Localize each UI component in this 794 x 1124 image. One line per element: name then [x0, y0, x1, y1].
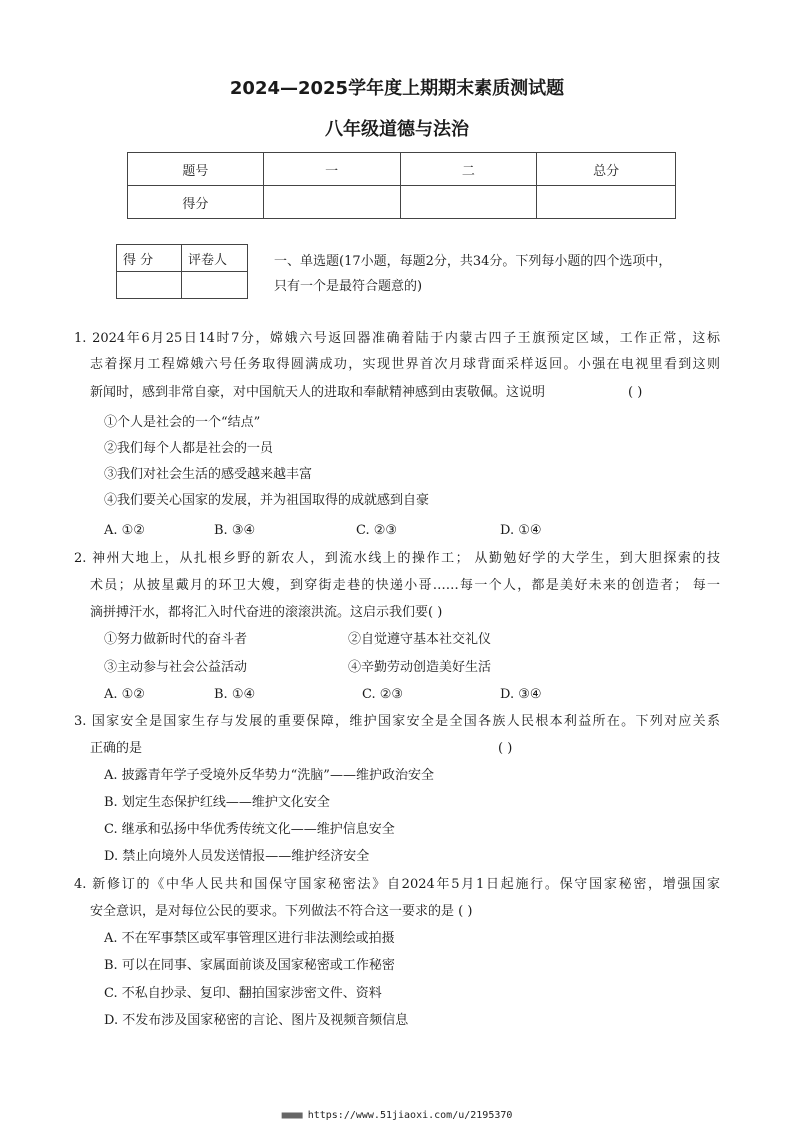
- option-d[interactable]: D. 不发布涉及国家秘密的言论、图片及视频音频信息: [104, 1013, 409, 1028]
- statement-item: ④辛勤劳动创造美好生活: [348, 660, 492, 675]
- option-d[interactable]: D. 禁止向境外人员发送情报——维护经济安全: [104, 849, 370, 864]
- option-b[interactable]: B. ①④: [214, 687, 256, 702]
- score-input-cell[interactable]: [400, 186, 537, 219]
- option-a[interactable]: A. ①②: [104, 687, 145, 702]
- score-table-score-row: [128, 186, 676, 219]
- statement-item: ②自觉遵守基本社交礼仪: [348, 632, 492, 647]
- question-stem-line: 2. 神州大地上，从扎根乡野的新农人，到流水线上的操作工； 从勤勉好学的大学生，到大胆探索的技: [74, 551, 720, 566]
- question-stem-line: 新闻时，感到非常自豪，对中国航天人的进取和奉献精神感到由衷敬佩。这说明: [90, 385, 546, 400]
- option-b[interactable]: B. ③④: [214, 523, 256, 538]
- exam-title: 2024—2025学年度上期期末素质测试题: [229, 78, 565, 99]
- statement-item: ④我们要关心国家的发展，并为祖国取得的成就感到自豪: [104, 493, 430, 508]
- score-table-cell: 一: [263, 153, 400, 186]
- score-input-cell[interactable]: [263, 186, 400, 219]
- section-heading-line: 只有一个是最符合题意的): [274, 279, 423, 294]
- statement-item: ①努力做新时代的奋斗者: [104, 632, 248, 647]
- score-table-cell: 总分: [537, 153, 676, 186]
- answer-parentheses[interactable]: ( ): [498, 741, 513, 756]
- option-b[interactable]: B. 划定生态保护红线——维护文化安全: [104, 795, 330, 810]
- option-a[interactable]: A. ①②: [104, 523, 145, 538]
- score-table-header-row: [128, 153, 676, 186]
- question-stem-line: 正确的是: [90, 741, 143, 756]
- question-stem-line: 术员；从披星戴月的环卫大嫂，到穿街走巷的快递小哥……每一个人，都是美好未来的创造者； 每一: [90, 578, 720, 593]
- question-stem-line: 4. 新修订的《中华人民共和国保守国家秘密法》自2024年5月1日起施行。保守国家秘密，增强国家: [74, 877, 720, 892]
- statement-item: ①个人是社会的一个“结点”: [104, 415, 261, 430]
- question-stem-line: 滴拼搏汗水，都将汇入时代奋进的滚滚洪流。这启示我们要( ): [90, 605, 443, 620]
- grader-name-label: 评卷人: [182, 245, 248, 272]
- score-table-cell: 二: [400, 153, 537, 186]
- option-a[interactable]: A. 披露青年学子受境外反华势力“洗脑”——维护政治安全: [104, 768, 434, 783]
- statement-item: ②我们每个人都是社会的一员: [104, 441, 274, 456]
- statement-item: ③主动参与社会公益活动: [104, 660, 248, 675]
- option-c[interactable]: C. ②③: [362, 687, 404, 702]
- grader-score-label: 得 分: [117, 245, 182, 272]
- grader-score-cell[interactable]: [117, 272, 182, 299]
- score-table-cell: 得分: [128, 186, 264, 219]
- footer-url[interactable]: https://www.51jiaoxi.com/u/2195370: [307, 1110, 513, 1121]
- watermark-logo: ■■■■: [281, 1110, 302, 1121]
- question-stem-line: 3. 国家安全是国家生存与发展的重要保障，维护国家安全是全国各族人民根本利益所在。下列对应关系: [74, 714, 720, 729]
- grader-table: [116, 244, 248, 299]
- exam-subtitle: 八年级道德与法治: [325, 119, 469, 140]
- section-heading-line: 一、单选题(17小题，每题2分，共34分。下列每小题的四个选项中，: [274, 254, 672, 269]
- answer-parentheses[interactable]: ( ): [628, 385, 643, 400]
- question-stem-line: 1. 2024年6月25日14时7分，嫦娥六号返回器准确着陆于内蒙古四子王旗预定区域，工作正常，这标: [74, 331, 720, 346]
- question-stem-line: 安全意识，是对每位公民的要求。下列做法不符合这一要求的是 ( ): [90, 904, 473, 919]
- option-c[interactable]: C. 不私自抄录、复印、翻拍国家涉密文件、资料: [104, 986, 382, 1001]
- page-footer: [0, 1110, 794, 1121]
- option-b[interactable]: B. 可以在同事、家属面前谈及国家秘密或工作秘密: [104, 958, 395, 973]
- statement-item: ③我们对社会生活的感受越来越丰富: [104, 467, 313, 482]
- grader-name-cell[interactable]: [182, 272, 248, 299]
- option-a[interactable]: A. 不在军事禁区或军事管理区进行非法测绘或拍摄: [104, 931, 395, 946]
- option-c[interactable]: C. 继承和弘扬中华优秀传统文化——维护信息安全: [104, 822, 395, 837]
- option-d[interactable]: D. ①④: [500, 523, 542, 538]
- question-stem-line: 志着探月工程嫦娥六号任务取得圆满成功，实现世界首次月球背面采样返回。小强在电视里看到这则: [90, 357, 720, 372]
- score-input-cell[interactable]: [537, 186, 676, 219]
- score-table: [127, 152, 676, 219]
- section-heading: [262, 249, 722, 299]
- option-d[interactable]: D. ③④: [500, 687, 542, 702]
- score-table-cell: 题号: [128, 153, 264, 186]
- option-c[interactable]: C. ②③: [356, 523, 398, 538]
